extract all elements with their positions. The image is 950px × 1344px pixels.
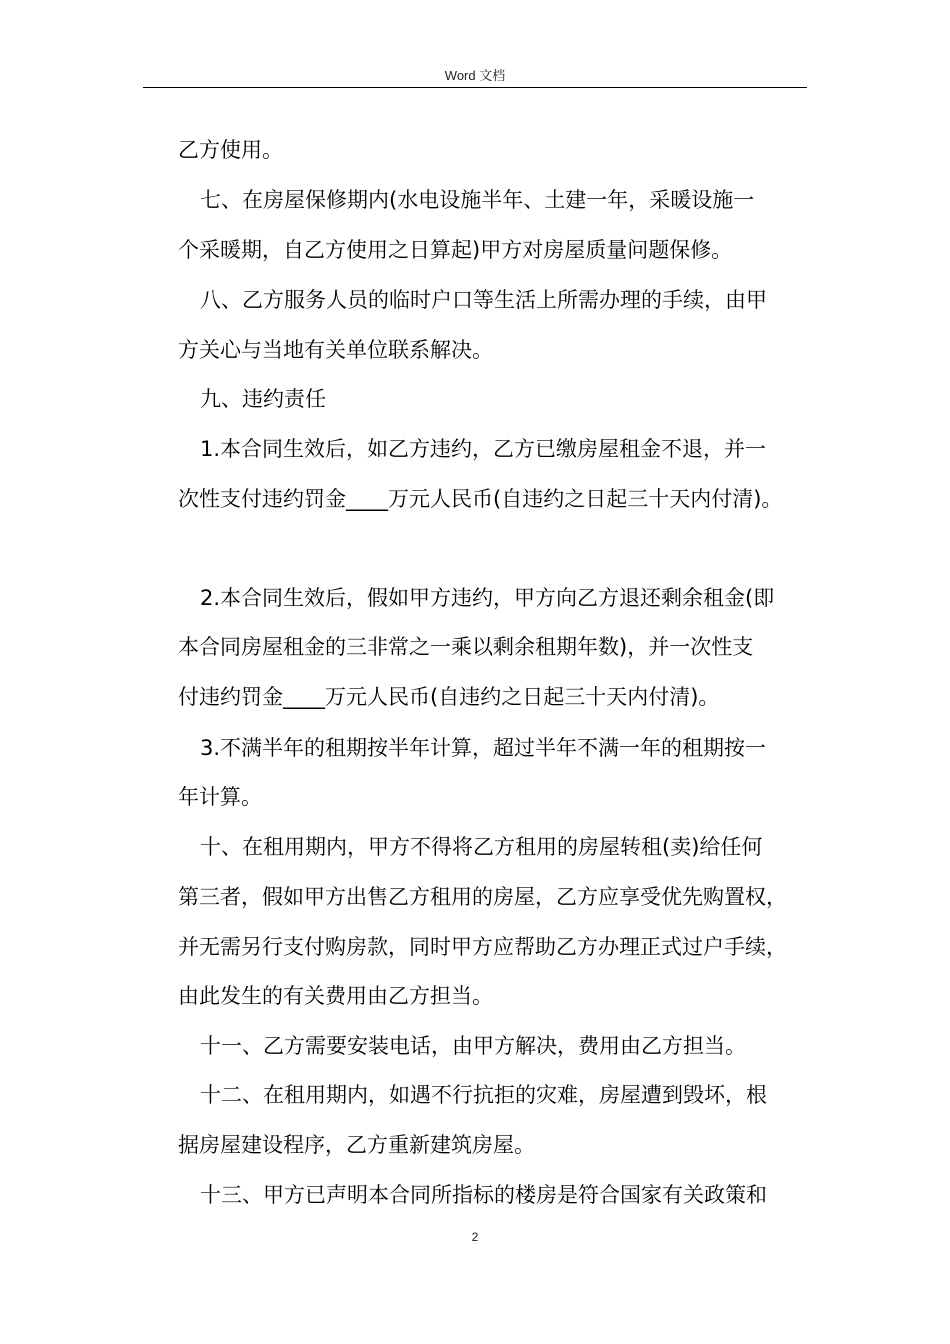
paragraph-line: 次性支付违约罚金____万元人民币(自违约之日起三十天内付清)。 [178,487,783,511]
section-heading: 九、违约责任 [200,387,326,411]
paragraph-line: 十二、在租用期内，如遇不行抗拒的灾难，房屋遭到毁坏，根 [200,1083,767,1107]
paragraph-line: 十一、乙方需要安装电话，由甲方解决，费用由乙方担当。 [200,1034,746,1058]
paragraph-line: 由此发生的有关费用由乙方担当。 [178,984,493,1008]
paragraph-line: 七、在房屋保修期内(水电设施半年、土建一年，采暖设施一 [200,188,755,212]
paragraph-line: 八、乙方服务人员的临时户口等生活上所需办理的手续，由甲 [200,288,767,312]
paragraph-line: 十、在租用期内，甲方不得将乙方租用的房屋转租(卖)给任何 [200,835,763,859]
paragraph-line: 乙方使用。 [178,138,283,162]
paragraph-line: 据房屋建设程序，乙方重新建筑房屋。 [178,1133,535,1157]
paragraph-line: 本合同房屋租金的三非常之一乘以剩余租期年数)，并一次性支 [178,635,754,659]
paragraph-line: 1.本合同生效后，如乙方违约，乙方已缴房屋租金不退，并一 [200,437,767,461]
paragraph-line: 十三、甲方已声明本合同所指标的楼房是符合国家有关政策和 [200,1183,767,1207]
page-number: 2 [471,1230,479,1244]
paragraph-line: 付违约罚金____万元人民币(自违约之日起三十天内付清)。 [178,685,720,709]
page-header-title: Word 文档 [444,68,506,83]
paragraph-line: 第三者，假如甲方出售乙方租用的房屋，乙方应享受优先购置权， [178,885,787,909]
paragraph-line: 3.不满半年的租期按半年计算，超过半年不满一年的租期按一 [200,736,767,760]
paragraph-line: 2.本合同生效后，假如甲方违约，甲方向乙方退还剩余租金(即 [200,586,775,610]
paragraph-line: 并无需另行支付购房款，同时甲方应帮助乙方办理正式过户手续， [178,935,787,959]
paragraph-line: 年计算。 [178,785,262,809]
paragraph-line: 方关心与当地有关单位联系解决。 [178,338,493,362]
paragraph-line: 个采暖期，自乙方使用之日算起)甲方对房屋质量问题保修。 [178,238,733,262]
